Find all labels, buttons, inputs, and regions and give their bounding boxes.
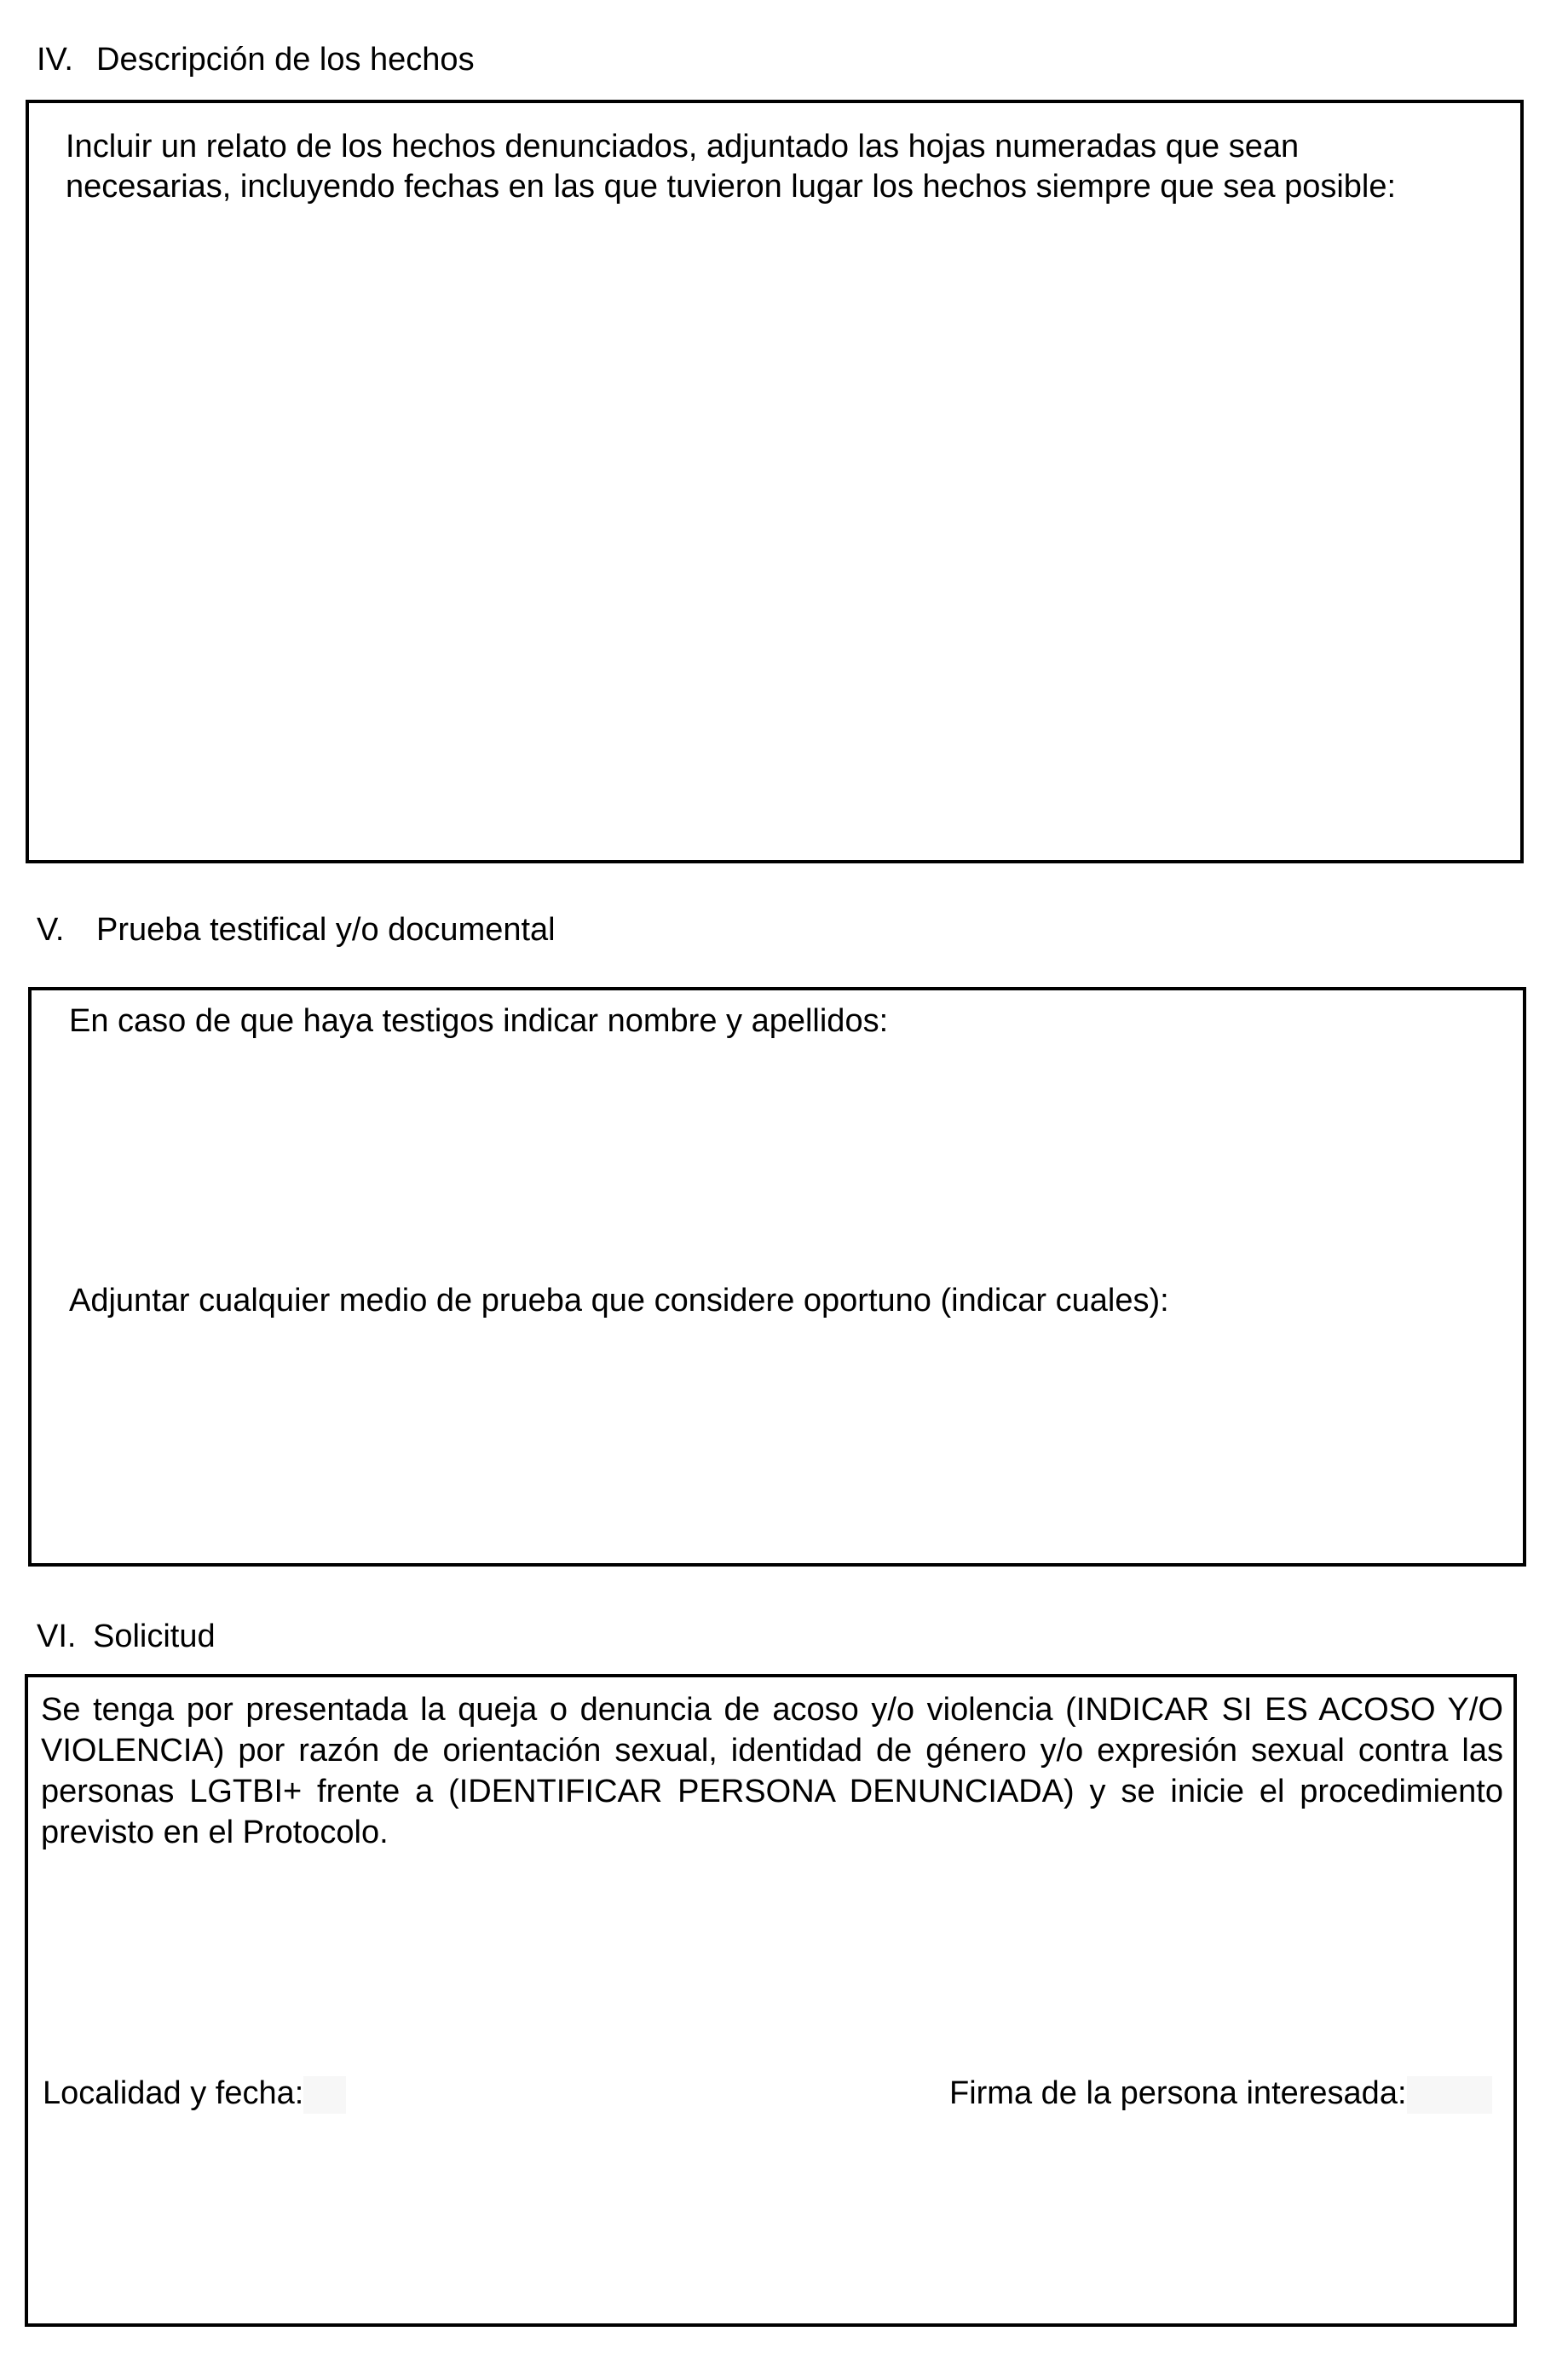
section-vi-title: Solicitud — [93, 1619, 216, 1654]
signature-input[interactable] — [1407, 2076, 1492, 2114]
location-date-input[interactable] — [303, 2076, 346, 2114]
section-vi-heading — [37, 1618, 216, 1655]
facts-instructions-line1: Incluir un relato de los hechos denunciados, adjuntado las hojas numeradas que sean — [66, 129, 1300, 164]
section-v-heading — [37, 911, 556, 949]
request-box — [25, 1674, 1517, 2327]
facts-instructions-line2: necesarias, incluyendo fechas en las que tuvieron lugar los hechos siempre que sea posible: — [66, 169, 1397, 205]
section-iv-title: Descripción de los hechos — [96, 42, 475, 78]
location-date-field[interactable] — [43, 2073, 346, 2114]
request-text: Se tenga por presentada la queja o denuncia de acoso y/o violencia (INDICAR SI ES ACOSO Y/O VIOLENCIA) por razón de orientación sexual, identidad de género y/o expresión sexual contra las personas LGTBI+ frente a (IDENTIFICAR PERSONA DENUNCIADA) y se inicie el procedimiento previsto en el Protocolo. — [41, 1692, 1503, 1850]
evidence-label: Adjuntar cualquier medio de prueba que considere oportuno (indicar cuales): — [69, 1283, 1169, 1319]
signature-field[interactable] — [949, 2073, 1492, 2114]
section-v-title: Prueba testifical y/o documental — [96, 912, 556, 948]
section-iv-number: IV. — [37, 42, 73, 78]
section-vi-number: VI. — [37, 1619, 77, 1654]
location-date-label: Localidad y fecha: — [43, 2075, 304, 2111]
witnesses-label: En caso de que haya testigos indicar nombre y apellidos: — [69, 1003, 889, 1039]
section-v-number: V. — [37, 912, 65, 948]
section-iv-heading — [37, 41, 475, 78]
facts-description-box[interactable] — [26, 100, 1524, 863]
signature-label: Firma de la persona interesada: — [949, 2075, 1407, 2111]
evidence-box[interactable] — [28, 987, 1526, 1567]
